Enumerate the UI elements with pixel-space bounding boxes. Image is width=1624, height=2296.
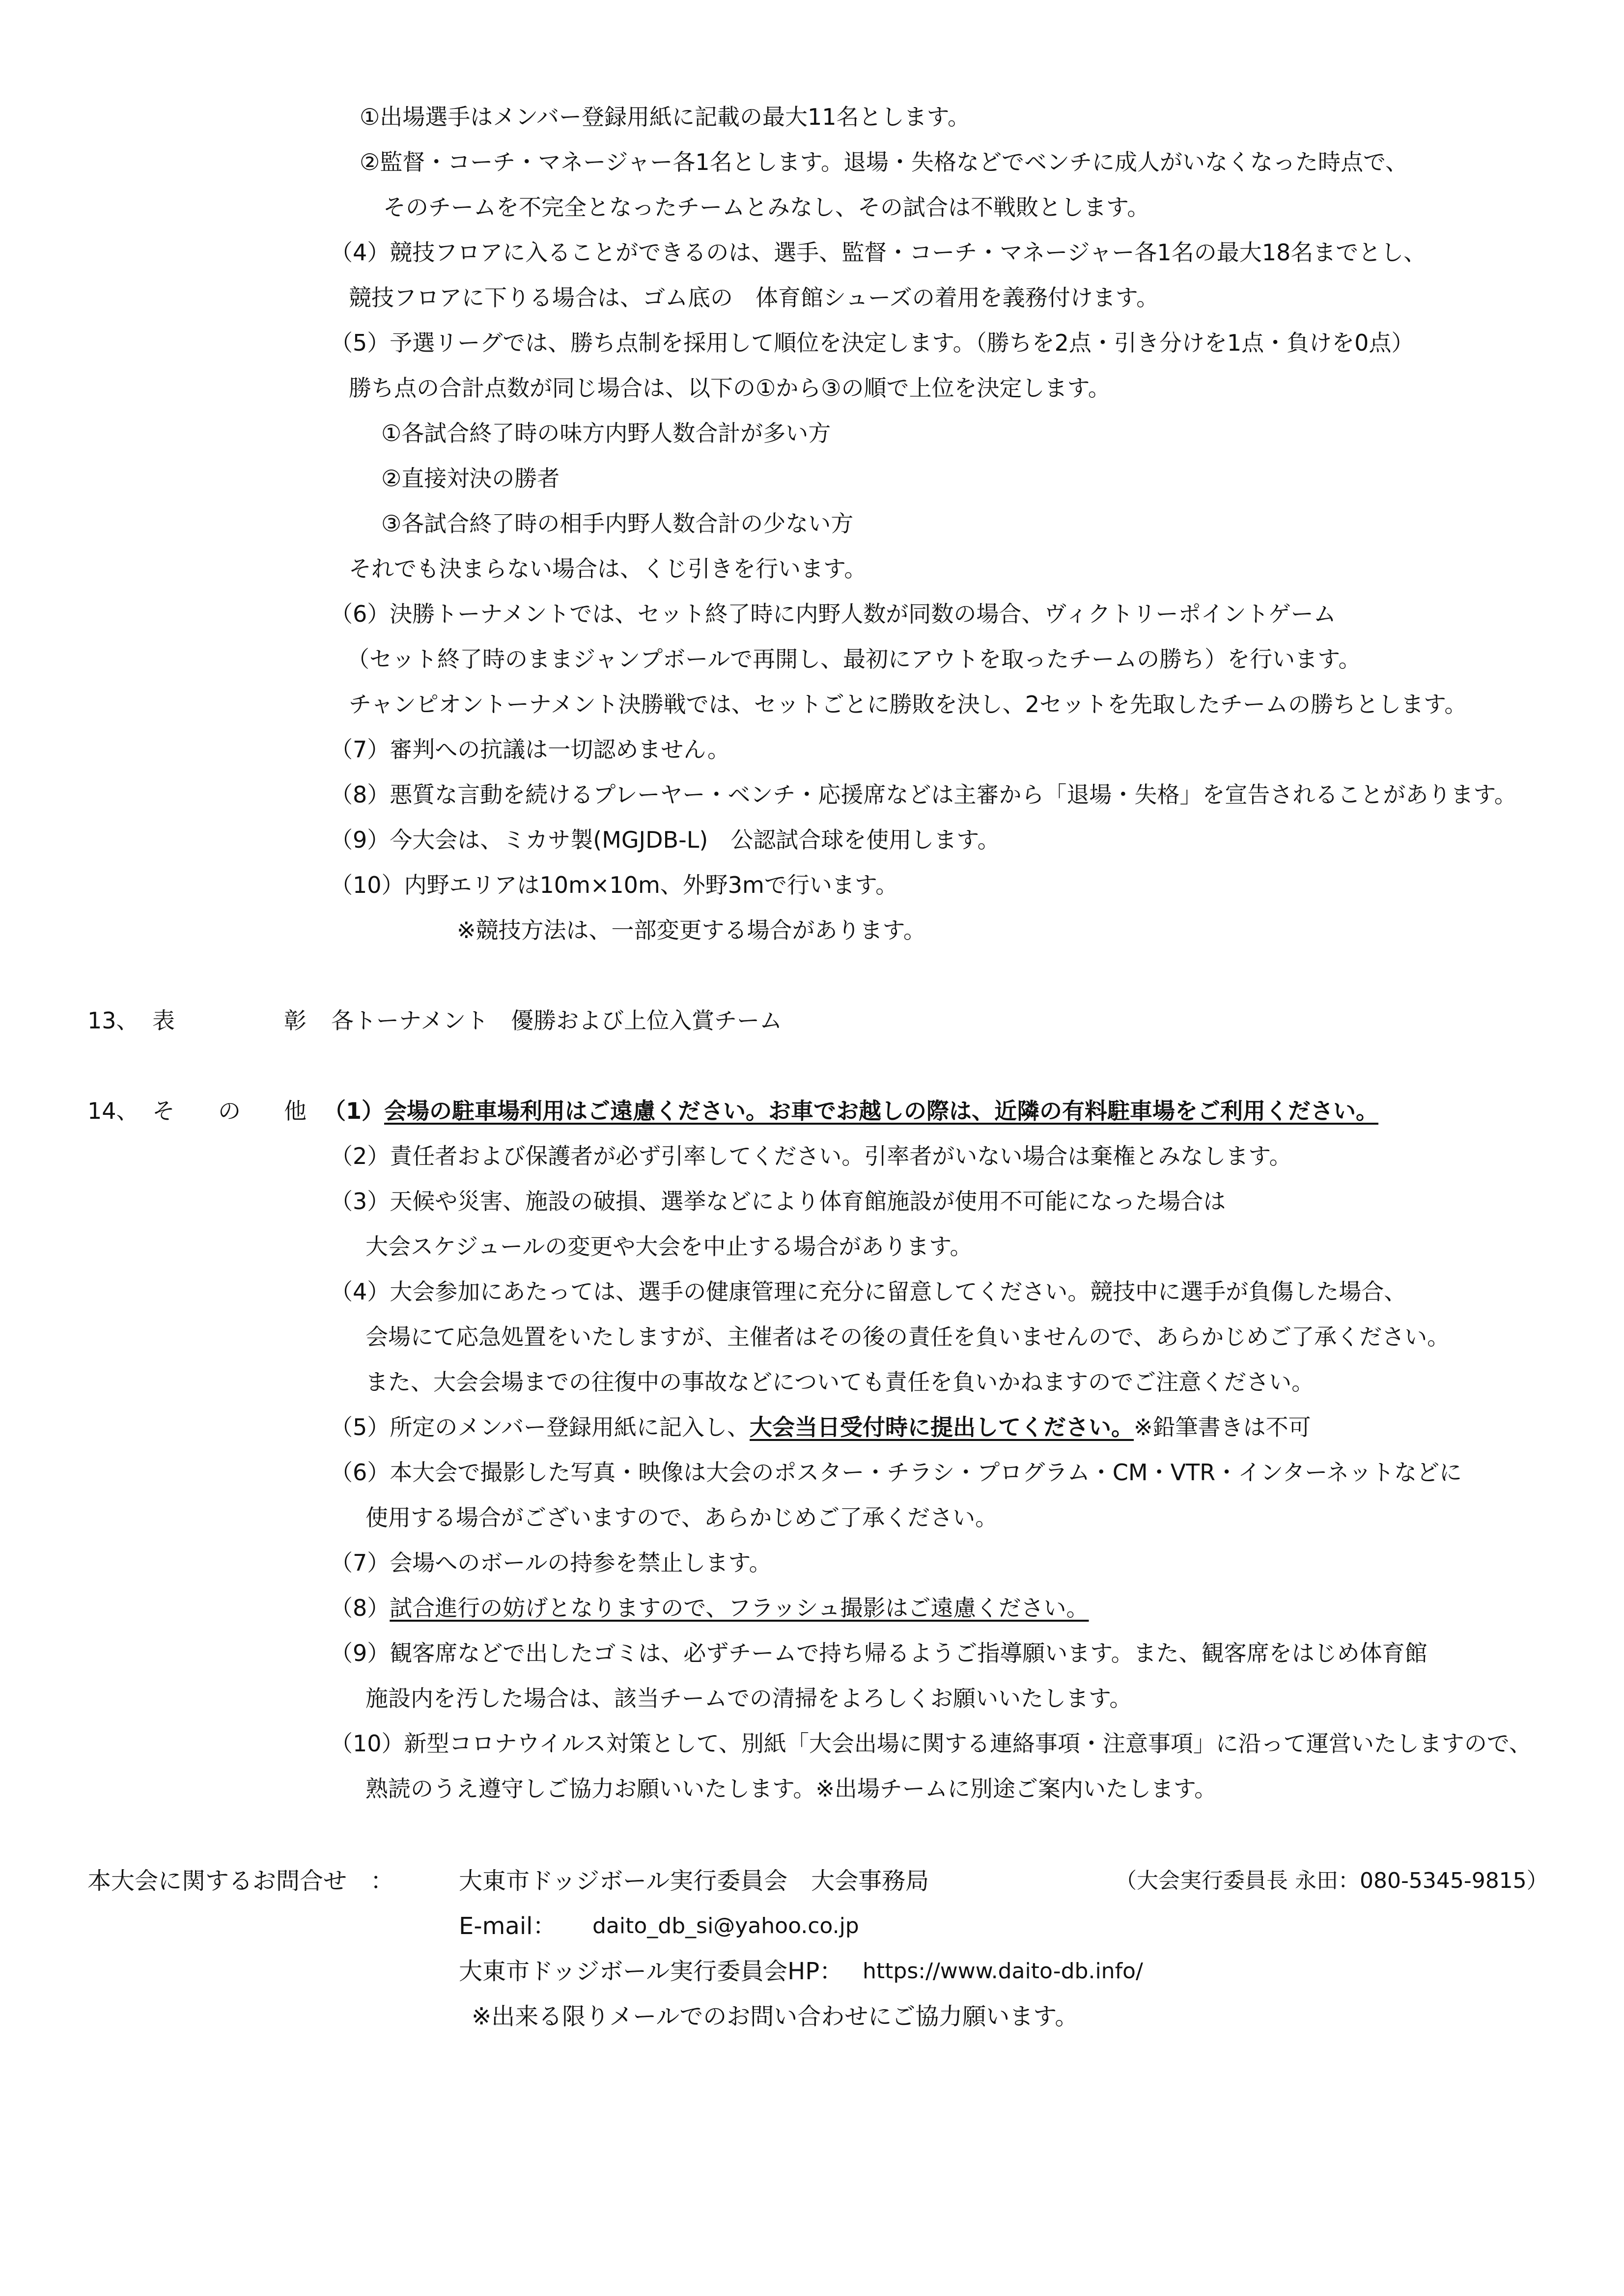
- rule-line: そのチームを不完全となったチームとみなし、その試合は不戦敗とします。: [383, 194, 1150, 221]
- flash-notice: 試合進行の妨げとなりますので、フラッシュ撮影はご遠慮ください。: [390, 1595, 1089, 1621]
- section-label: そ: [152, 1098, 175, 1124]
- other-line: （9）観客席などで出したゴミは、必ずチームで持ち帰るようご指導願います。また、観客席をはじめ体育館: [330, 1640, 1428, 1666]
- rule-line: ②監督・コーチ・マネージャー各1名とします。退場・失格などでベンチに成人がいなくなった時点で、: [360, 149, 1408, 175]
- section-text: 各トーナメント 優勝および上位入賞チーム: [331, 1007, 783, 1034]
- other-line: （10）新型コロナウイルス対策として、別紙「大会出場に関する連絡事項・注意事項」に沿って運営いたしますので、: [330, 1730, 1532, 1757]
- rule-line: （8）悪質な言動を続けるプレーヤー・ベンチ・応援席などは主審から「退場・失格」を宣告されることがあります。: [330, 781, 1517, 808]
- other-line: （4）大会参加にあたっては、選手の健康管理に充分に留意してください。競技中に選手が負傷した場合、: [330, 1278, 1407, 1305]
- rule-line: （セット終了時のままジャンプボールで再開し、最初にアウトを取ったチームの勝ち）を行います。: [347, 646, 1361, 672]
- rule-line: （10）内野エリアは10m×10m、外野3mで行います。: [330, 872, 898, 898]
- other-line: （2）責任者および保護者が必ず引率してください。引率者がいない場合は棄権とみなします。: [330, 1143, 1292, 1169]
- hp-link[interactable]: https://www.daito-db.info/: [863, 1959, 1143, 1984]
- section-label: 他: [284, 1098, 307, 1124]
- rule-line: ①出場選手はメンバー登録用紙に記載の最大11名とします。: [360, 104, 970, 130]
- rule-line: 勝ち点の合計点数が同じ場合は、以下の①から③の順で上位を決定します。: [349, 375, 1111, 401]
- item8-prefix: （8）: [330, 1595, 390, 1621]
- other-line: 施設内を汚した場合は、該当チームでの清掃をよろしくお願いいたします。: [365, 1685, 1132, 1712]
- section-label: の: [218, 1098, 241, 1124]
- email-link[interactable]: daito_db_si@yahoo.co.jp: [592, 1913, 859, 1938]
- section-number: 14、: [87, 1098, 139, 1124]
- other-line: 大会スケジュールの変更や大会を中止する場合があります。: [365, 1233, 973, 1260]
- hp-label: 大東市ドッジボール実行委員会HP：: [459, 1958, 843, 1985]
- other-item-8: [330, 1593, 1089, 1623]
- other-line: 熟読のうえ遵守しご協力お願いいたします。※出場チームに別途ご案内いたします。: [365, 1775, 1217, 1802]
- other-line: （3）天候や災害、施設の破損、選挙などにより体育館施設が使用不可能になった場合は: [330, 1188, 1226, 1215]
- rule-note: ※競技方法は、一部変更する場合があります。: [457, 917, 926, 943]
- section-label: 彰: [284, 1007, 307, 1034]
- item5-prefix: （5）所定のメンバー登録用紙に記入し、: [330, 1414, 750, 1440]
- contact-heading: 本大会に関するお問合せ ：: [87, 1867, 394, 1895]
- other-item-5: [330, 1412, 1311, 1442]
- parking-notice: 会場の駐車場利用はご遠慮ください。お車でお越しの際は、近隣の有料駐車場をご利用ください。: [384, 1098, 1379, 1124]
- rule-line: （4）競技フロアに入ることができるのは、選手、監督・コーチ・マネージャー各1名の最大18名までとし、: [330, 239, 1427, 266]
- rule-line: ③各試合終了時の相手内野人数合計の少ない方: [381, 510, 854, 537]
- section-label: 表: [152, 1007, 175, 1034]
- email-label: E-mail：: [459, 1912, 557, 1940]
- chair-contact: （大会実行委員長 永田：080-5345-9815）: [1115, 1868, 1548, 1893]
- other-line: 使用する場合がございますので、あらかじめご了承ください。: [365, 1504, 998, 1531]
- rule-line: ②直接対決の勝者: [381, 465, 560, 492]
- rule-line: 競技フロアに下りる場合は、ゴム底の 体育館シューズの着用を義務付けます。: [349, 284, 1159, 311]
- other-item-1: [323, 1096, 1378, 1126]
- section-number: 13、: [87, 1007, 139, 1034]
- rule-line: それでも決まらない場合は、くじ引きを行います。: [349, 555, 867, 582]
- contact-note: ※出来る限りメールでのお問い合わせにご協力願います。: [472, 2003, 1079, 2030]
- other-line: 会場にて応急処置をいたしますが、主催者はその後の責任を負いませんので、あらかじめご了承ください。: [365, 1324, 1450, 1350]
- organizer-name: 大東市ドッジボール実行委員会 大会事務局: [459, 1867, 929, 1895]
- rule-line: （9）今大会は、ミカサ製(MGJDB-L) 公認試合球を使用します。: [330, 827, 1000, 853]
- other-line: また、大会会場までの往復中の事故などについても責任を負いかねますのでご注意ください。: [365, 1369, 1315, 1395]
- other-line: （7）会場へのボールの持参を禁止します。: [330, 1549, 772, 1576]
- other-line: （6）本大会で撮影した写真・映像は大会のポスター・チラシ・プログラム・CM・VTR・インターネットなどに: [330, 1459, 1462, 1486]
- rule-line: （6）決勝トーナメントでは、セット終了時に内野人数が同数の場合、ヴィクトリーポイントゲーム: [330, 601, 1336, 627]
- rule-line: （7）審判への抗議は一切認めません。: [330, 736, 730, 763]
- rule-line: （5）予選リーグでは、勝ち点制を採用して順位を決定します。（勝ちを2点・引き分けを1点・負けを0点）: [330, 330, 1414, 356]
- rule-line: チャンピオントーナメント決勝戦では、セットごとに勝敗を決し、2セットを先取したチームの勝ちとします。: [349, 691, 1467, 718]
- rule-line: ①各試合終了時の味方内野人数合計が多い方: [381, 420, 831, 446]
- item5-suffix: ※鉛筆書きは不可: [1134, 1414, 1311, 1440]
- item-prefix: （1）: [323, 1098, 385, 1124]
- submission-notice: 大会当日受付時に提出してください。: [750, 1414, 1134, 1440]
